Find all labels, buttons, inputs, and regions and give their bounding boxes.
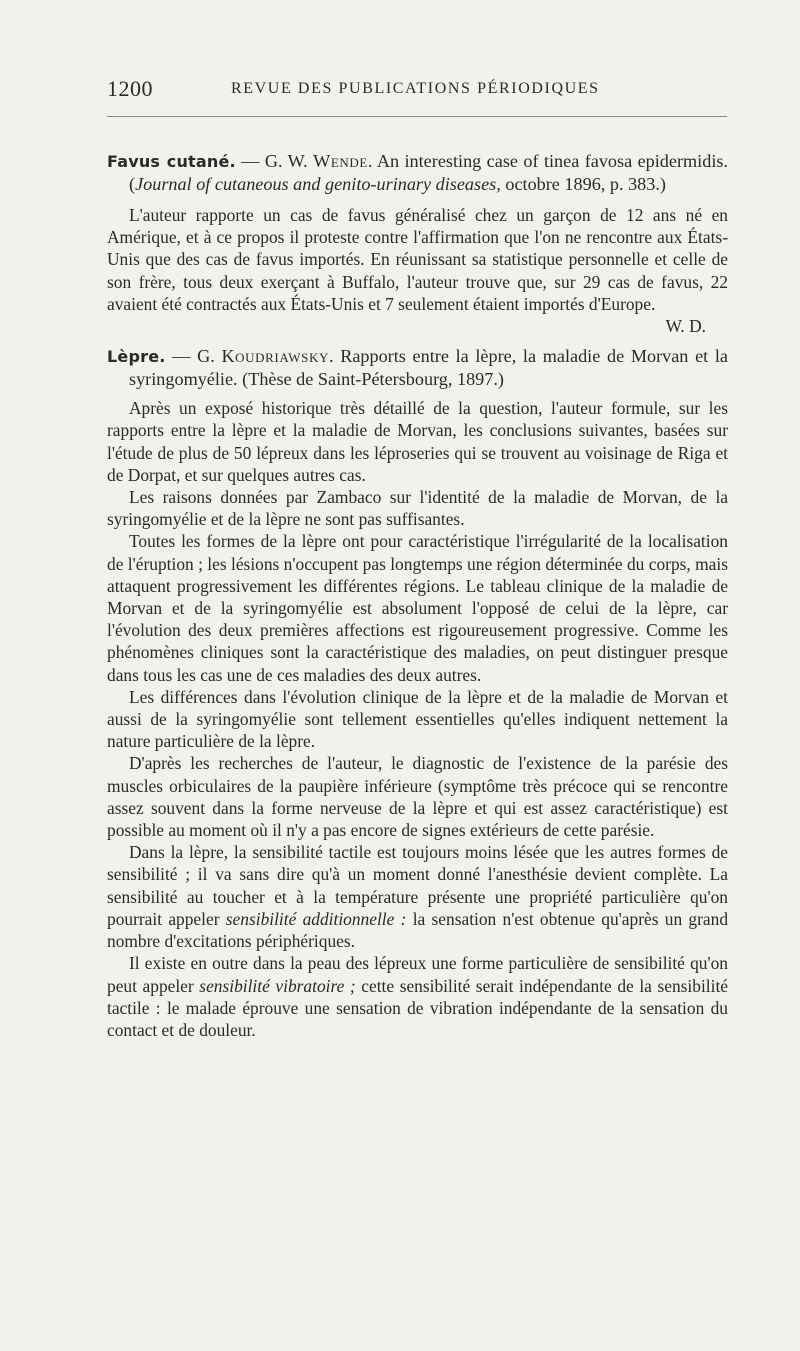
paragraph: Après un exposé historique très détaillé de la question, l'auteur formule, sur les rapports entre la lèpre et la maladie de Morvan, les conclusions suivantes, basées sur l'étude de plus de 50 lépreux dans les léproseries qui se trouvent au voisinage de Riga et de Dorpat, et sur quelques autres cas.: [107, 398, 728, 485]
signature: W. D.: [665, 316, 706, 337]
author-surname: Wende: [313, 151, 368, 171]
header-rule: [107, 116, 727, 117]
journal-title: Journal of cutaneous and genito-urinary diseases,: [135, 174, 501, 194]
paragraph: D'après les recherches de l'auteur, le diagnostic de l'existence de la parésie des muscles orbiculaires de la paupière inférieure (symptôme très précoce qui se rencontre assez souvent dans la forme nerveuse de la lèpre et qui est assez caractéristique) est possible au moment où il n'y a pas encore de signes extérieurs de cette parésie.: [107, 753, 728, 841]
entry-dash: —: [165, 346, 198, 367]
entry-heading-lepre: [107, 345, 728, 391]
paragraph-text: la sensation n'est obtenue qu'après un grand nombre d'excitations périphériques.: [107, 908, 729, 952]
page-header: [107, 76, 727, 104]
author-initial: G.: [197, 346, 222, 367]
paragraph: Les raisons données par Zambaco sur l'identité de la maladie de Morvan, de la syringomyélie et de la lèpre ne sont pas suffisantes.: [107, 487, 728, 530]
author-surname: Koudriawsky: [221, 346, 329, 367]
running-title: REVUE DES PUBLICATIONS PÉRIODIQUES: [231, 80, 600, 97]
entry-dash: —: [235, 151, 265, 171]
paragraph-text: cette sensibilité serait indépendante de la sensibilité tactile : le malade éprouve une sensation de vibration indépendante de la sensation du contact et de douleur.: [107, 975, 729, 1040]
paragraph: Toutes les formes de la lèpre ont pour caractéristique l'irrégularité de la localisation de l'éruption ; les lésions n'occupent pas longtemps une région déterminée du corps, mais attaquent progressivement les différentes régions. Le tableau clinique de la maladie de Morvan et de la syringomyélie est absolument l'opposé de celui de la lèpre, car l'évolution des deux premières affections est rigoureusement progressive. Comme les phénomènes cliniques sont la caractéristique des maladies, on peut distinguer presque dans tous les cas une de ces maladies des deux autres.: [107, 531, 728, 685]
page-body: [107, 150, 728, 1041]
page-number: 1200: [107, 76, 153, 101]
entry-keyword: Lèpre.: [107, 347, 166, 367]
paragraph-text: Il existe en outre dans la peau des lépreux une forme particulière de sensibilité qu'on peut appeler: [107, 953, 728, 996]
paragraph: Les différences dans l'évolution clinique de la lèpre et de la maladie de Morvan et aussi de la syringomyélie sont tellement essentielles qu'elles indiquent nettement la nature particulière de la lèpre.: [107, 686, 728, 752]
author-initial: G. W.: [264, 151, 314, 171]
entry-heading-favus: [107, 150, 728, 196]
italic-term: sensibilité vibratoire ;: [199, 975, 356, 996]
paragraph-text: Dans la lèpre, la sensibilité tactile est toujours moins lésée que les autres formes de sensibilité ; il va sans dire qu'à un moment donné l'anesthésie devient complète. La sensibilité au toucher et à la température présente une propriété particulière qu'on pourrait appeler: [107, 842, 728, 929]
article-title: . An interesting case of tinea favosa epidermidis. (: [129, 151, 728, 194]
article-title: . Rapports entre la lèpre, la maladie de Morvan et la syringomyélie. (Thèse de Saint-Pétersbourg, 1897.): [129, 346, 729, 390]
paragraph: [107, 841, 728, 952]
entry-keyword: Favus cutané.: [107, 152, 236, 171]
italic-term: sensibilité additionnelle :: [225, 908, 407, 929]
entry-body-favus: L'auteur rapporte un cas de favus généralisé chez un garçon de 12 ans né en Amérique, et à ce propos il proteste contre l'affirmation que l'on ne rencontre aux États-Unis que des cas de favus importés. En réunissant sa statistique personnelle et celle de son frère, tous deux exerçant à Buffalo, l'auteur trouve que, sur 29 cas de favus, 22 avaient été contractés aux États-Unis et 7 seulement étaient importés d'Europe.: [107, 205, 728, 314]
citation-end: octobre 1896, p. 383.): [500, 174, 666, 194]
paragraph: [107, 952, 728, 1041]
